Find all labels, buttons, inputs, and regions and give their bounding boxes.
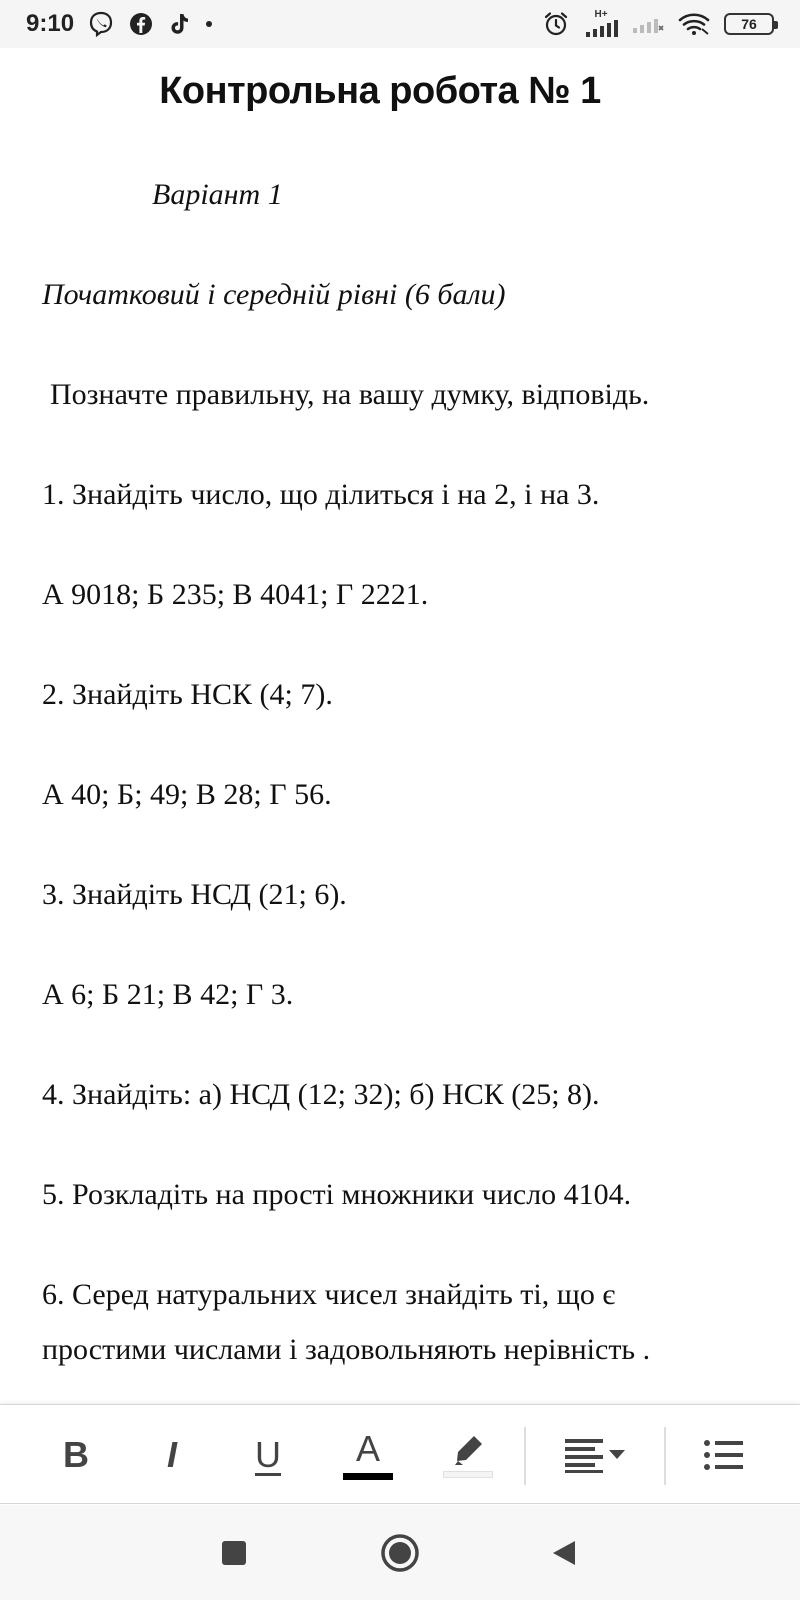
recent-apps-icon xyxy=(220,1539,248,1567)
highlight-icon xyxy=(448,1433,488,1469)
notification-dot-icon xyxy=(206,21,212,27)
bold-icon: B xyxy=(63,1434,89,1475)
instruction-text: Позначте правильну, на вашу думку, відповідь. xyxy=(50,378,650,411)
answers-2: А 40; Б; 49; В 28; Г 56. xyxy=(42,778,332,811)
tiktok-icon xyxy=(168,11,192,37)
answers-1: А 9018; Б 235; В 4041; Г 2221. xyxy=(42,578,429,611)
italic-icon: I xyxy=(166,1434,177,1475)
battery-level: 76 xyxy=(741,16,757,32)
toolbar-divider xyxy=(664,1427,666,1485)
question-6-line-2: простими числами і задовольняють нерівність . xyxy=(42,1333,651,1366)
align-icon xyxy=(563,1436,631,1474)
navigation-bar xyxy=(0,1505,800,1600)
question-5: 5. Розкладіть на прості множники число 4104. xyxy=(42,1178,632,1211)
back-button[interactable] xyxy=(542,1531,586,1575)
level-label: Початковий і середній рівні (6 бали) xyxy=(42,278,506,311)
question-2: 2. Знайдіть НСК (4; 7). xyxy=(42,678,333,711)
variant-label: Варіант 1 xyxy=(152,178,283,211)
underline-icon: U xyxy=(255,1434,281,1475)
highlight-swatch xyxy=(443,1471,493,1478)
underline-button[interactable] xyxy=(242,1425,294,1485)
home-button[interactable] xyxy=(378,1531,422,1575)
highlight-button[interactable] xyxy=(440,1425,496,1485)
text-color-swatch xyxy=(343,1473,393,1480)
network-type-label: H+ xyxy=(594,9,608,20)
status-time: 9:10 xyxy=(26,10,75,37)
status-right xyxy=(542,10,774,38)
page-title: Контрольна робота № 1 xyxy=(159,70,601,112)
question-3: 3. Знайдіть НСД (21; 6). xyxy=(42,878,347,911)
wifi-icon xyxy=(678,12,710,36)
recent-apps-button[interactable] xyxy=(212,1531,256,1575)
facebook-icon xyxy=(128,11,154,37)
signal-icon xyxy=(584,10,618,38)
status-bar xyxy=(0,0,800,48)
text-color-button[interactable] xyxy=(340,1425,396,1485)
battery-icon xyxy=(724,13,774,35)
signal-weak-icon xyxy=(632,14,664,34)
alarm-icon xyxy=(542,10,570,38)
back-icon xyxy=(549,1538,579,1568)
align-button[interactable] xyxy=(562,1425,632,1485)
answers-3: А 6; Б 21; В 42; Г 3. xyxy=(42,978,294,1011)
toolbar-divider xyxy=(524,1427,526,1485)
list-icon xyxy=(703,1438,745,1472)
question-4: 4. Знайдіть: а) НСД (12; 32); б) НСК (25; 8). xyxy=(42,1078,600,1111)
text-color-icon: A xyxy=(355,1427,380,1469)
italic-button[interactable] xyxy=(146,1425,198,1485)
document-page[interactable] xyxy=(0,48,800,1404)
format-toolbar xyxy=(0,1404,800,1504)
question-6-line-1: 6. Серед натуральних чисел знайдіть ті, що є xyxy=(42,1278,616,1311)
question-1: 1. Знайдіть число, що ділиться і на 2, і на 3. xyxy=(42,478,600,511)
status-left xyxy=(26,10,212,38)
list-button[interactable] xyxy=(702,1425,746,1485)
bold-button[interactable] xyxy=(50,1425,102,1485)
viber-icon xyxy=(88,11,114,37)
home-icon xyxy=(380,1533,420,1573)
